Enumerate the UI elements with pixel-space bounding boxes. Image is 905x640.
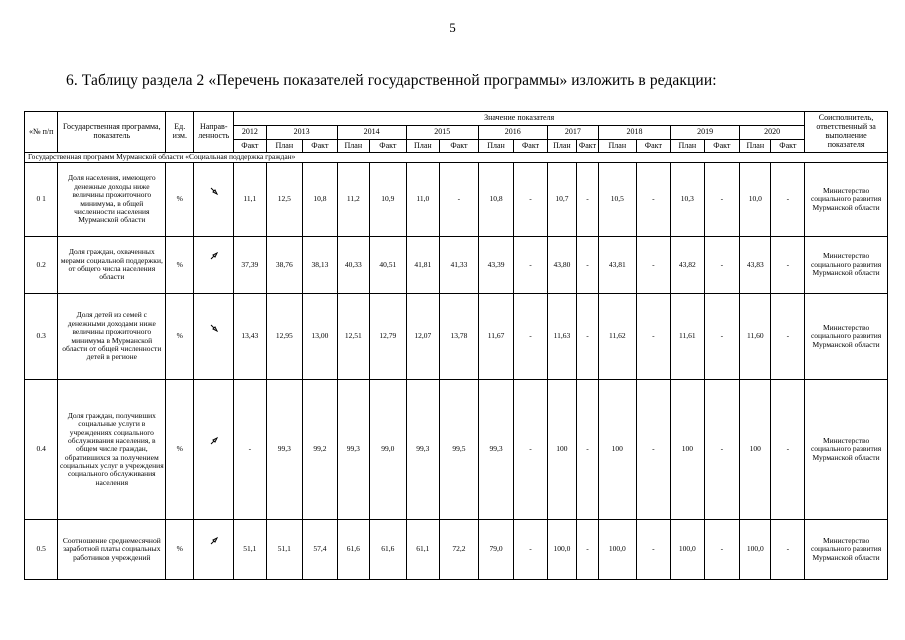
table-row (25, 520, 888, 580)
value-cell: 100 (598, 380, 636, 520)
header-name: Государственная программа, показатель (58, 112, 166, 153)
value-cell: 11,67 (478, 294, 514, 380)
sub-header: План (337, 140, 369, 153)
value-cell: - (704, 237, 740, 294)
table-row (25, 237, 888, 294)
value-cell: - (636, 520, 671, 580)
sub-header: План (547, 140, 576, 153)
sub-header: Факт (234, 140, 266, 153)
direction-cell (194, 163, 234, 237)
year-header: 2017 (547, 126, 598, 140)
value-cell: - (636, 380, 671, 520)
indicators-table (24, 111, 888, 580)
value-cell: 10,7 (547, 163, 576, 237)
value-cell: 38,76 (266, 237, 303, 294)
sub-header: Факт (370, 140, 407, 153)
sub-header: План (740, 140, 771, 153)
row-number: 0.3 (25, 294, 58, 380)
sub-header: План (406, 140, 439, 153)
value-cell: 43,82 (671, 237, 704, 294)
responsible-cell: Министерство социального развития Мурманской области (805, 237, 888, 294)
value-cell: - (771, 237, 805, 294)
value-cell: 13,43 (234, 294, 266, 380)
value-cell: 11,62 (598, 294, 636, 380)
sub-header: План (266, 140, 303, 153)
sub-header: Факт (704, 140, 740, 153)
value-cell: - (636, 294, 671, 380)
value-cell: - (704, 520, 740, 580)
header-responsible: Соисполнитель, ответственный за выполнение показателя (805, 112, 888, 153)
value-cell: - (577, 520, 599, 580)
value-cell: 11,1 (234, 163, 266, 237)
value-cell: - (771, 163, 805, 237)
value-cell: 41,33 (440, 237, 479, 294)
value-cell: - (514, 520, 547, 580)
value-cell: 43,80 (547, 237, 576, 294)
value-cell: - (636, 163, 671, 237)
value-cell: - (577, 163, 599, 237)
value-cell: 12,07 (406, 294, 439, 380)
arrow-up-icon (209, 436, 219, 446)
value-cell: 61,6 (370, 520, 407, 580)
row-number: 0 1 (25, 163, 58, 237)
direction-cell (194, 520, 234, 580)
arrow-down-icon (209, 323, 219, 333)
arrow-down-icon (209, 186, 219, 196)
responsible-cell: Министерство социального развития Мурманской области (805, 520, 888, 580)
value-cell: 11,60 (740, 294, 771, 380)
value-cell: 51,1 (266, 520, 303, 580)
sub-header: План (671, 140, 704, 153)
value-cell: - (771, 520, 805, 580)
value-cell: 51,1 (234, 520, 266, 580)
value-cell: 10,9 (370, 163, 407, 237)
year-header: 2019 (671, 126, 740, 140)
value-cell: 99,2 (303, 380, 338, 520)
value-cell: 100,0 (671, 520, 704, 580)
value-cell: 12,5 (266, 163, 303, 237)
value-cell: 99,3 (337, 380, 369, 520)
value-cell: 61,1 (406, 520, 439, 580)
unit-cell: % (166, 520, 194, 580)
value-cell: - (514, 237, 547, 294)
value-cell: 10,3 (671, 163, 704, 237)
value-cell: 11,2 (337, 163, 369, 237)
value-cell: - (577, 237, 599, 294)
header-value-group: Значение показателя (234, 112, 805, 126)
value-cell: - (514, 163, 547, 237)
value-cell: 13,00 (303, 294, 338, 380)
value-cell: 99,3 (266, 380, 303, 520)
header-num: «№ п/п (25, 112, 58, 153)
sub-header: Факт (771, 140, 805, 153)
value-cell: - (704, 163, 740, 237)
value-cell: 99,3 (478, 380, 514, 520)
value-cell: 11,61 (671, 294, 704, 380)
row-number: 0.2 (25, 237, 58, 294)
value-cell: 10,8 (478, 163, 514, 237)
value-cell: 57,4 (303, 520, 338, 580)
year-header: 2012 (234, 126, 266, 140)
value-cell: 13,78 (440, 294, 479, 380)
value-cell: - (771, 294, 805, 380)
indicator-name: Доля детей из семей с денежными доходами ниже величины прожиточного минимума в Мурманской области от общей численности детей в регионе (58, 294, 166, 380)
value-cell: - (771, 380, 805, 520)
unit-cell: % (166, 294, 194, 380)
arrow-up-icon (209, 251, 219, 261)
value-cell: 37,39 (234, 237, 266, 294)
year-header: 2016 (478, 126, 547, 140)
value-cell: - (514, 294, 547, 380)
year-header: 2013 (266, 126, 337, 140)
value-cell: 10,0 (740, 163, 771, 237)
sub-header: Факт (440, 140, 479, 153)
value-cell: 12,95 (266, 294, 303, 380)
responsible-cell: Министерство социального развития Мурманской области (805, 294, 888, 380)
sub-header: План (478, 140, 514, 153)
table-row (25, 294, 888, 380)
year-header: 2018 (598, 126, 670, 140)
value-cell: 41,81 (406, 237, 439, 294)
direction-cell (194, 380, 234, 520)
value-cell: 100 (547, 380, 576, 520)
value-cell: 11,0 (406, 163, 439, 237)
value-cell: - (704, 380, 740, 520)
sub-header: План (598, 140, 636, 153)
value-cell: 43,39 (478, 237, 514, 294)
value-cell: 72,2 (440, 520, 479, 580)
value-cell: 100,0 (547, 520, 576, 580)
value-cell: 99,3 (406, 380, 439, 520)
direction-cell (194, 294, 234, 380)
header-direction: Направ-ленность (194, 112, 234, 153)
unit-cell: % (166, 237, 194, 294)
value-cell: 40,51 (370, 237, 407, 294)
unit-cell: % (166, 380, 194, 520)
sub-header: Факт (514, 140, 547, 153)
header-unit: Ед. изм. (166, 112, 194, 153)
page-number: 5 (449, 20, 456, 35)
value-cell: 12,79 (370, 294, 407, 380)
arrow-up-icon (209, 536, 219, 546)
year-header: 2020 (740, 126, 805, 140)
indicator-name: Доля граждан, охваченных мерами социальной поддержки, от общего числа населения области (58, 237, 166, 294)
year-header: 2014 (337, 126, 406, 140)
table-row (25, 163, 888, 237)
value-cell: - (577, 380, 599, 520)
value-cell: 100,0 (740, 520, 771, 580)
value-cell: 99,5 (440, 380, 479, 520)
value-cell: 12,51 (337, 294, 369, 380)
value-cell: - (636, 237, 671, 294)
value-cell: 100,0 (598, 520, 636, 580)
value-cell: - (440, 163, 479, 237)
sub-header: Факт (577, 140, 599, 153)
responsible-cell: Министерство социального развития Мурманской области (805, 380, 888, 520)
program-row: Государственная программ Мурманской области «Социальная поддержка граждан» (25, 153, 888, 163)
value-cell: 43,81 (598, 237, 636, 294)
value-cell: 61,6 (337, 520, 369, 580)
sub-header: Факт (303, 140, 338, 153)
value-cell: - (704, 294, 740, 380)
row-number: 0.4 (25, 380, 58, 520)
row-number: 0.5 (25, 520, 58, 580)
value-cell: - (577, 294, 599, 380)
table-row (25, 380, 888, 520)
year-header: 2015 (406, 126, 478, 140)
value-cell: 11,63 (547, 294, 576, 380)
value-cell: - (514, 380, 547, 520)
value-cell: 38,13 (303, 237, 338, 294)
value-cell: 10,5 (598, 163, 636, 237)
sub-header: Факт (636, 140, 671, 153)
value-cell: 79,0 (478, 520, 514, 580)
value-cell: 99,0 (370, 380, 407, 520)
unit-cell: % (166, 163, 194, 237)
value-cell: - (234, 380, 266, 520)
indicator-name: Доля граждан, получивших социальные услуги в учреждениях социального обслуживания населения, в общем числе граждан, обратившихся за получением социальных услуг в учреждения социального обслуживания населения (58, 380, 166, 520)
value-cell: 100 (671, 380, 704, 520)
section-heading: 6. Таблицу раздела 2 «Перечень показателей государственной программы» изложить в редакции: (66, 72, 717, 89)
indicator-name: Доля населения, имеющего денежные доходы ниже величины прожиточного минимума, в общей численности населения Мурманской области (58, 163, 166, 237)
value-cell: 43,83 (740, 237, 771, 294)
indicator-name: Соотношение среднемесячной заработной платы социальных работников учреждений (58, 520, 166, 580)
value-cell: 10,8 (303, 163, 338, 237)
responsible-cell: Министерство социального развития Мурманской области (805, 163, 888, 237)
value-cell: 40,33 (337, 237, 369, 294)
value-cell: 100 (740, 380, 771, 520)
direction-cell (194, 237, 234, 294)
